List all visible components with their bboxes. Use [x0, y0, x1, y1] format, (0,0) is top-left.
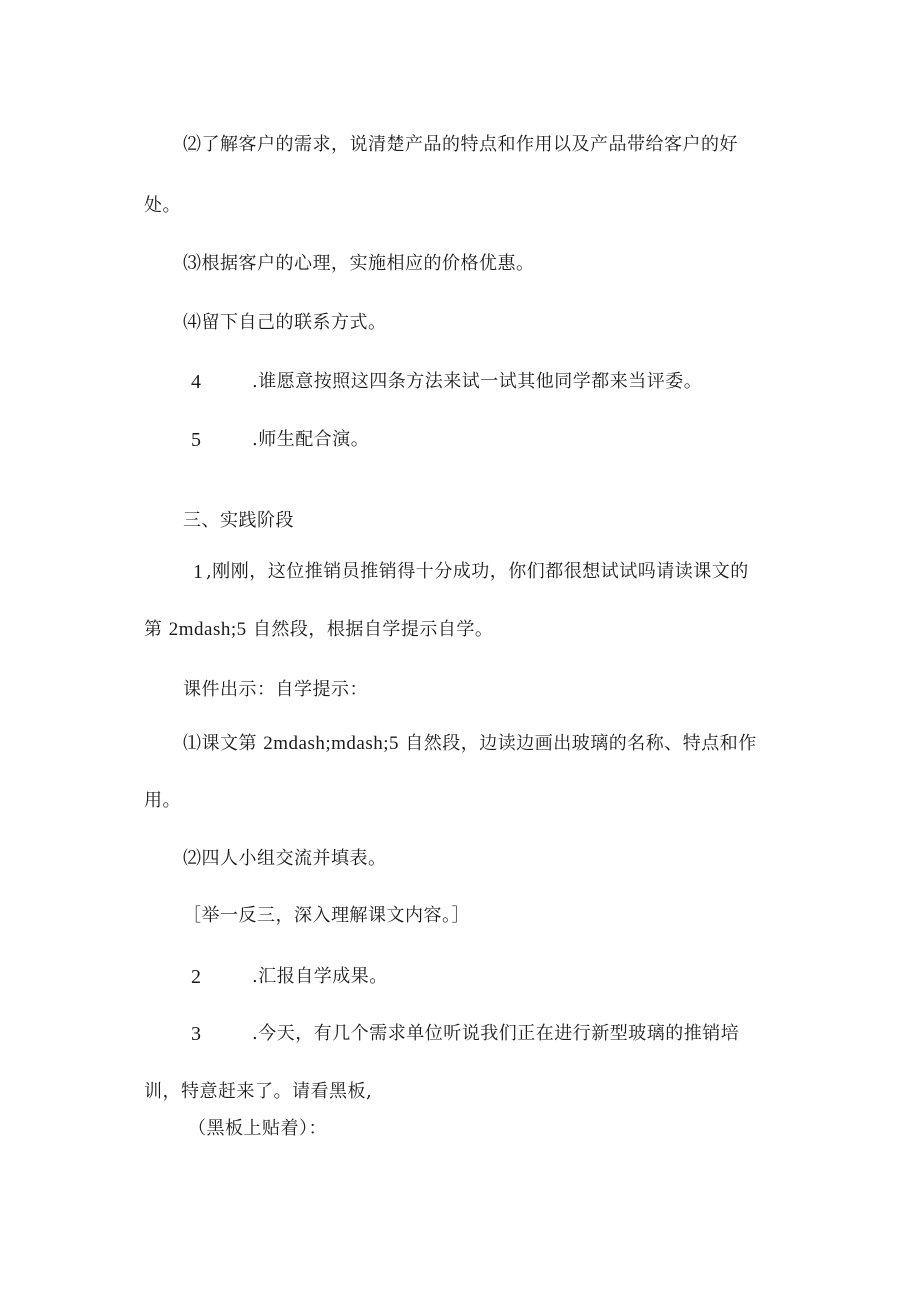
list-number: 3	[191, 1023, 201, 1045]
section-heading: 三、实践阶段	[183, 510, 294, 531]
paragraph: .谁愿意按照这四条方法来试一试其他同学都来当评委。	[252, 371, 703, 392]
paragraph: .师生配合演。	[252, 429, 370, 450]
paragraph-text: ⑴课文第	[183, 733, 264, 754]
paragraph: ⑵四人小组交流并填表。	[183, 848, 387, 869]
paragraph-line: 训，特意赶来了。请看黑板,	[144, 1081, 373, 1102]
paragraph-line	[144, 618, 493, 642]
paragraph-text: 自然段，根据自学提示自学。	[246, 619, 494, 640]
paragraph-text: 2mdash;5	[168, 619, 247, 640]
list-number: 5	[191, 429, 201, 451]
paragraph: （黑板上贴着）：	[188, 1118, 327, 1139]
paragraph-line: ,刚刚，这位推销员推销得十分成功，你们都很想试试吗请读课文的	[206, 561, 749, 582]
paragraph: 课件出示：自学提示：	[183, 679, 368, 700]
paragraph-line: 处。	[144, 195, 181, 216]
list-number: 1	[193, 561, 203, 583]
paragraph-text: 自然段，边读边画出玻璃的名称、特点和作	[399, 733, 757, 754]
list-number: 2	[191, 966, 201, 988]
paragraph: ⑷留下自己的联系方式。	[183, 312, 387, 333]
list-number: 4	[191, 371, 201, 393]
paragraph: ［举一反三，深入理解课文内容。］	[183, 905, 470, 926]
paragraph-line: 用。	[144, 790, 181, 811]
paragraph-line: .今天，有几个需求单位听说我们正在进行新型玻璃的推销培	[252, 1023, 740, 1044]
paragraph-text: 第	[144, 619, 169, 640]
paragraph: .汇报自学成果。	[252, 966, 388, 987]
paragraph-text: 2mdash;mdash;5	[263, 733, 400, 754]
paragraph-line: ⑵了解客户的需求，说清楚产品的特点和作用以及产品带给客户的好	[183, 134, 738, 155]
paragraph: ⑶根据客户的心理，实施相应的价格优惠。	[183, 253, 535, 274]
paragraph-line	[183, 732, 757, 756]
